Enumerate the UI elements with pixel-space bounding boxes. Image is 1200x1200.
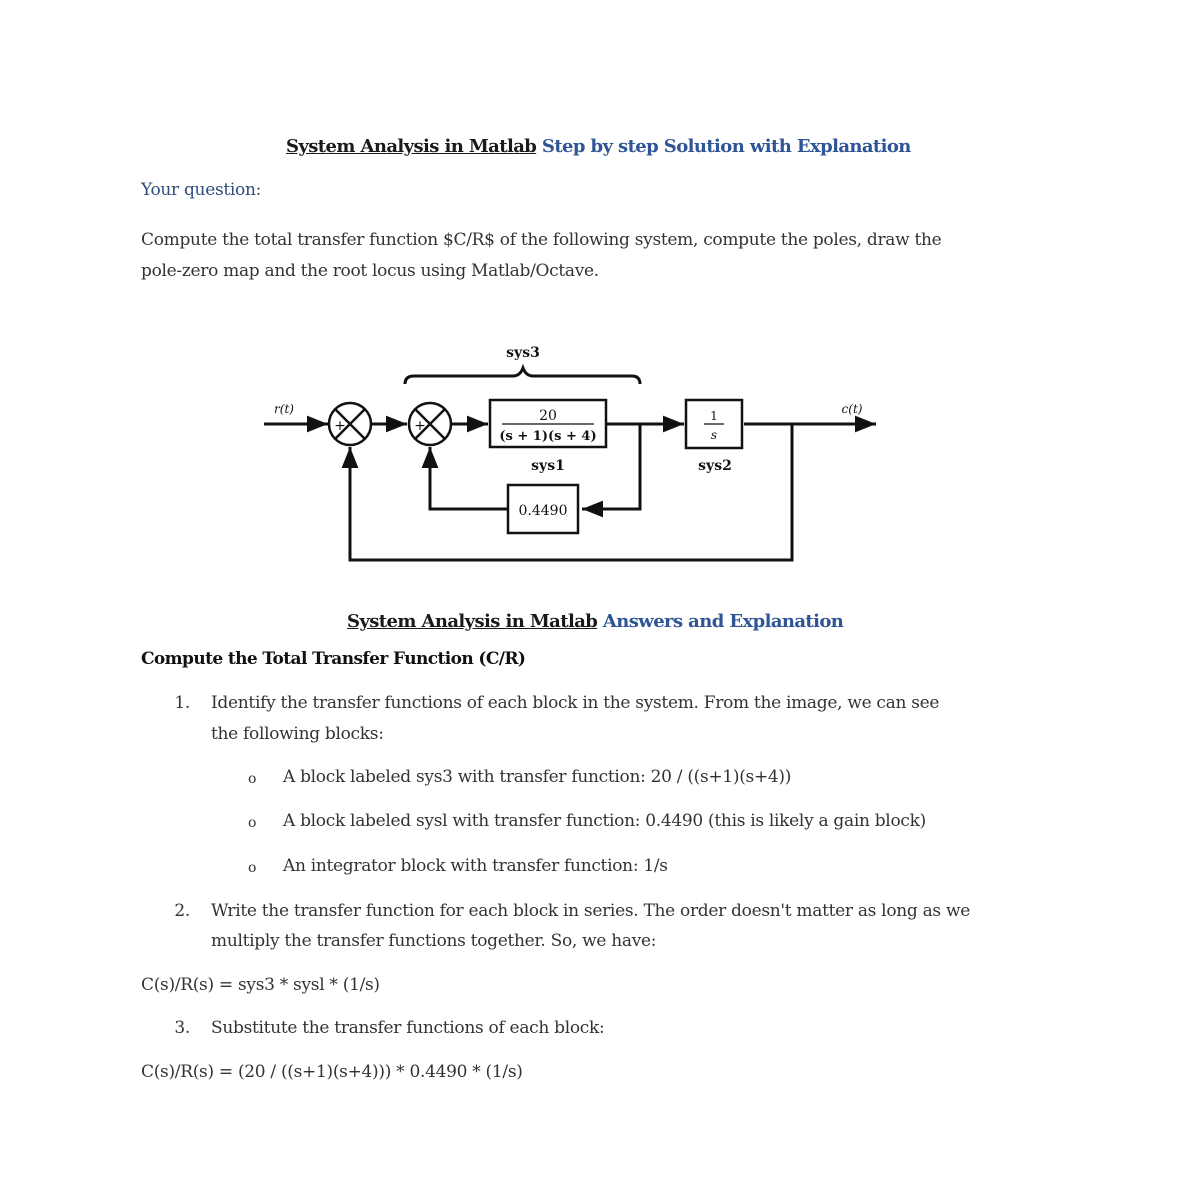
question-line-2: pole-zero map and the root locus using Matlab/Octave. [141, 261, 599, 281]
step-3-number: 3. [174, 1018, 190, 1038]
sys1-denominator: (s + 1)(s + 4) [499, 429, 597, 444]
answer-title-main: System Analysis in Matlab [347, 611, 598, 632]
answer-title-sub: Answers and Explanation [602, 611, 844, 632]
input-label: r(t) [274, 402, 294, 416]
title-main: System Analysis in Matlab [286, 136, 537, 157]
equation-1: C(s)/R(s) = sys3 * sysl * (1/s) [141, 975, 380, 995]
answer-title [347, 611, 843, 632]
question-line-1: Compute the total transfer function $C/R$ of the following system, compute the poles, draw the [141, 230, 942, 250]
bullet-marker: o [248, 860, 257, 876]
step-2-number: 2. [174, 901, 190, 921]
step-1-number: 1. [174, 693, 190, 713]
step-3-line: Substitute the transfer functions of each block: [211, 1018, 605, 1038]
bullet-item: A block labeled sys3 with transfer function: 20 / ((s+1)(s+4)) [283, 767, 792, 787]
equation-2: C(s)/R(s) = (20 / ((s+1)(s+4))) * 0.4490 * (1/s) [141, 1062, 523, 1082]
step-2-line-1: Write the transfer function for each block in series. The order doesn't matter as long as we [211, 901, 970, 921]
bullet-marker: o [248, 771, 257, 787]
sys1-numerator: 20 [539, 408, 557, 424]
sys3-brace [405, 368, 640, 384]
bullet-item: An integrator block with transfer function: 1/s [283, 856, 668, 876]
feedback-gain-value: 0.4490 [518, 503, 568, 519]
bullet-marker: o [248, 815, 257, 831]
inner-feedback-return [430, 447, 508, 509]
step-1-line-2: the following blocks: [211, 724, 384, 744]
sum1-plus-sign: + [334, 418, 346, 434]
sum2-plus-sign: + [414, 418, 426, 434]
sys1-label: sys1 [531, 458, 565, 474]
step-2-line-2: multiply the transfer functions together. So, we have: [211, 931, 657, 951]
sys2-numerator: 1 [710, 409, 718, 423]
sys3-label: sys3 [506, 345, 540, 361]
step-1-line-1: Identify the transfer functions of each block in the system. From the image, we can see [211, 693, 940, 713]
sys2-denominator: s [710, 428, 718, 442]
sys2-label: sys2 [698, 458, 732, 474]
title-sub: Step by step Solution with Explanation [541, 136, 911, 157]
section-heading: Compute the Total Transfer Function (C/R) [141, 649, 526, 669]
output-label: c(t) [841, 402, 863, 416]
bullet-item: A block labeled sysl with transfer function: 0.4490 (this is likely a gain block) [283, 811, 926, 831]
question-label: Your question: [141, 180, 262, 200]
